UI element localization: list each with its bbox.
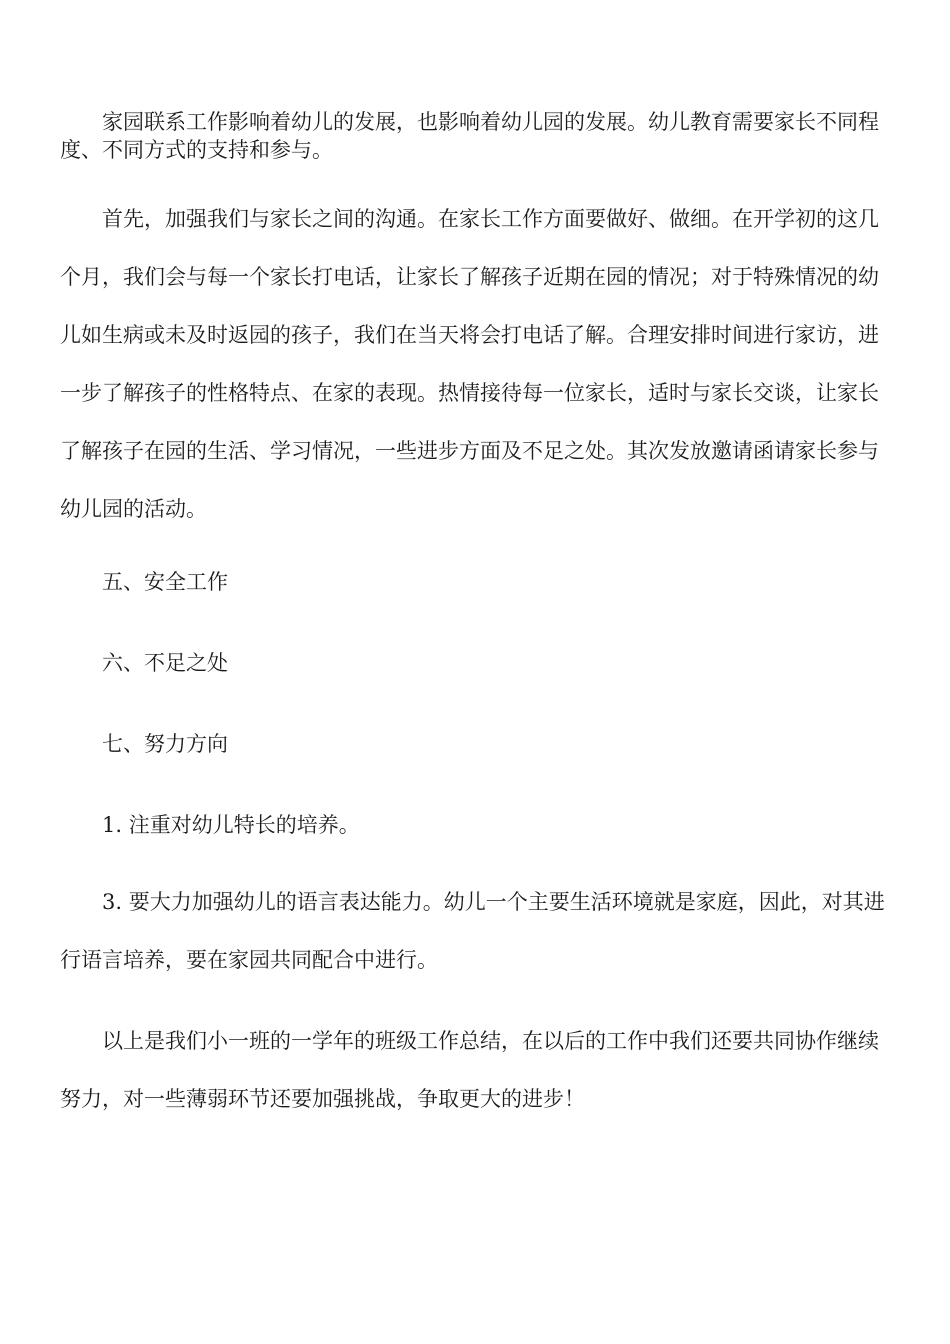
heading-direction-of-effort: 七、努力方向 — [102, 732, 228, 756]
paragraph-conclusion: 以上是我们小一班的一学年的班级工作总结，在以后的工作中我们还要共同协作继续努力，对一些薄弱环节还要加强挑战，争取更大的进步！ — [60, 1029, 879, 1111]
heading-safety-work: 五、安全工作 — [102, 570, 228, 594]
list-item-language-ability: 3. 要大力加强幼儿的语言表达能力。幼儿一个主要生活环境就是家庭，因此，对其进行语言培养，要在家园共同配合中进行。 — [60, 890, 885, 972]
paragraph-parent-communication: 首先，加强我们与家长之间的沟通。在家长工作方面要做好、做细。在开学初的这几个月，我们会与每一个家长打电话，让家长了解孩子近期在园的情况；对于特殊情况的幼儿如生病或未及时返园的孩子，我们在当天将会打电话了解。合理安排时间进行家访，进一步了解孩子的性格特点、在家的表现。热情接待每一位家长，适时与家长交谈，让家长了解孩子在园的生活、学习情况，一些进步方面及不足之处。其次发放邀请函请家长参与幼儿园的活动。 — [60, 207, 879, 521]
list-item-specialty-training: 1. 注重对幼儿特长的培养。 — [102, 813, 360, 837]
paragraph-home-school-contact: 家园联系工作影响着幼儿的发展，也影响着幼儿园的发展。幼儿教育需要家长不同程度、不同方式的支持和参与。 — [60, 110, 879, 162]
heading-shortcomings: 六、不足之处 — [102, 651, 228, 675]
